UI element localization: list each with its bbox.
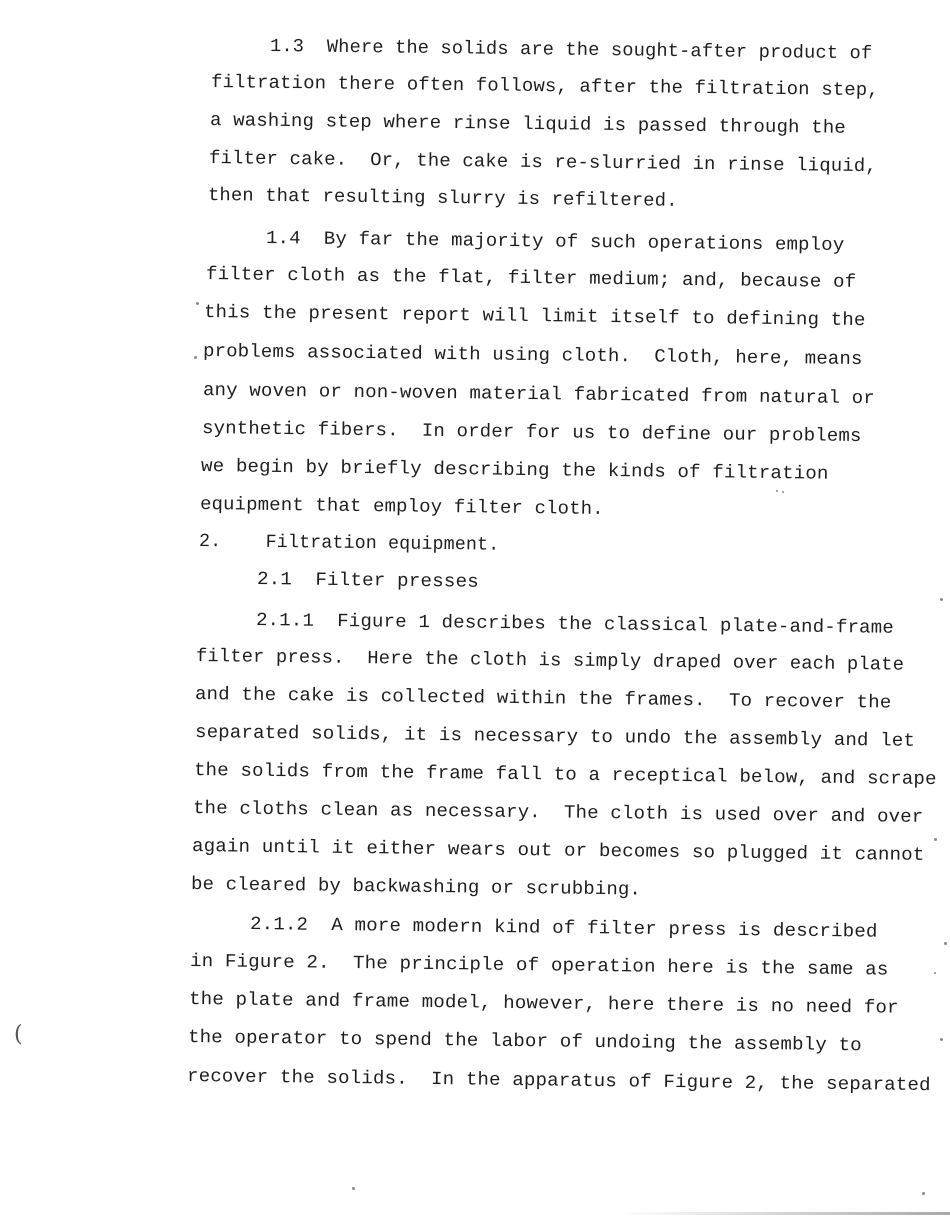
paragraph-1-3-line: filter cake. Or, the cake is re-slurried in rinse liquid,	[208, 148, 877, 178]
scan-speck	[934, 838, 937, 841]
section-2-heading: 2. Filtration equipment.	[198, 531, 500, 556]
paragraph-1-4-line: problems associated with using cloth. Cloth, here, means	[202, 341, 863, 371]
paragraph-1-3-line: filtration there often follows, after the filtration step,	[210, 72, 879, 102]
scan-speck	[776, 490, 778, 492]
scan-speck	[782, 491, 784, 493]
paragraph-1-3-line: a washing step where rinse liquid is passed through the	[209, 110, 847, 139]
paragraph-2-1-1-line: again until it either wears out or becomes so plugged it cannot	[191, 836, 925, 866]
paragraph-2-1-1-line: filter press. Here the cloth is simply draped over each plate	[195, 646, 905, 676]
paragraph-2-1-1-line: separated solids, it is necessary to undo the assembly and let	[194, 722, 916, 752]
scan-speck	[922, 1192, 925, 1195]
paragraph-2-1-1-line: the cloths clean as necessary. The cloth is used over and over	[192, 798, 924, 828]
scan-edge-artifact	[620, 1212, 950, 1215]
scan-speck	[944, 942, 947, 945]
paragraph-2-1-2-line: the operator to spend the labor of undoing the assembly to	[187, 1027, 862, 1057]
scan-speck	[196, 302, 199, 305]
scan-speck	[940, 1038, 943, 1041]
paragraph-2-1-2-line: recover the solids. In the apparatus of Figure 2, the separated	[186, 1066, 931, 1097]
paragraph-1-4-line: synthetic fibers. In order for us to define our problems	[201, 418, 862, 448]
paragraph-2-1-2-line: in Figure 2. The principle of operation here is the same as	[189, 951, 889, 981]
paragraph-1-4-line: any woven or non-woven material fabricated from natural or	[202, 380, 875, 410]
scan-speck	[352, 1187, 355, 1190]
paragraph-2-1-1-line: 2.1.1 Figure 1 describes the classical plate-and-frame	[255, 610, 895, 639]
scan-speck	[934, 972, 936, 974]
paragraph-2-1-1-line: and the cake is collected within the frames. To recover the	[194, 684, 892, 714]
section-2-1-heading: 2.1 Filter presses	[256, 569, 479, 593]
paragraph-1-4-line: this the present report will limit itself to defining the	[203, 302, 866, 332]
paragraph-1-3-line: 1.3 Where the solids are the sought-after product of	[269, 36, 873, 65]
paragraph-2-1-2-line: the plate and frame model, however, here there is no need for	[188, 989, 899, 1019]
paragraph-1-3-line: then that resulting slurry is refiltered.	[207, 185, 678, 212]
paragraph-1-4-line: equipment that employ filter cloth.	[199, 494, 604, 520]
scan-margin-mark: (	[14, 1022, 23, 1047]
scan-speck	[194, 356, 197, 359]
paragraph-2-1-1-line: be cleared by backwashing or scrubbing.	[190, 874, 642, 901]
paragraph-1-4-line: filter cloth as the flat, filter medium; and, because of	[205, 264, 857, 293]
paragraph-2-1-1-line: the solids from the frame fall to a receptical below, and scrape	[193, 760, 937, 791]
paragraph-1-4-line: we begin by briefly describing the kinds of filtration	[200, 456, 829, 485]
scan-speck	[940, 598, 943, 601]
paragraph-1-4-line: 1.4 By far the majority of such operations employ	[265, 228, 845, 257]
paragraph-2-1-2-line: 2.1.2 A more modern kind of filter press is described	[249, 914, 878, 943]
